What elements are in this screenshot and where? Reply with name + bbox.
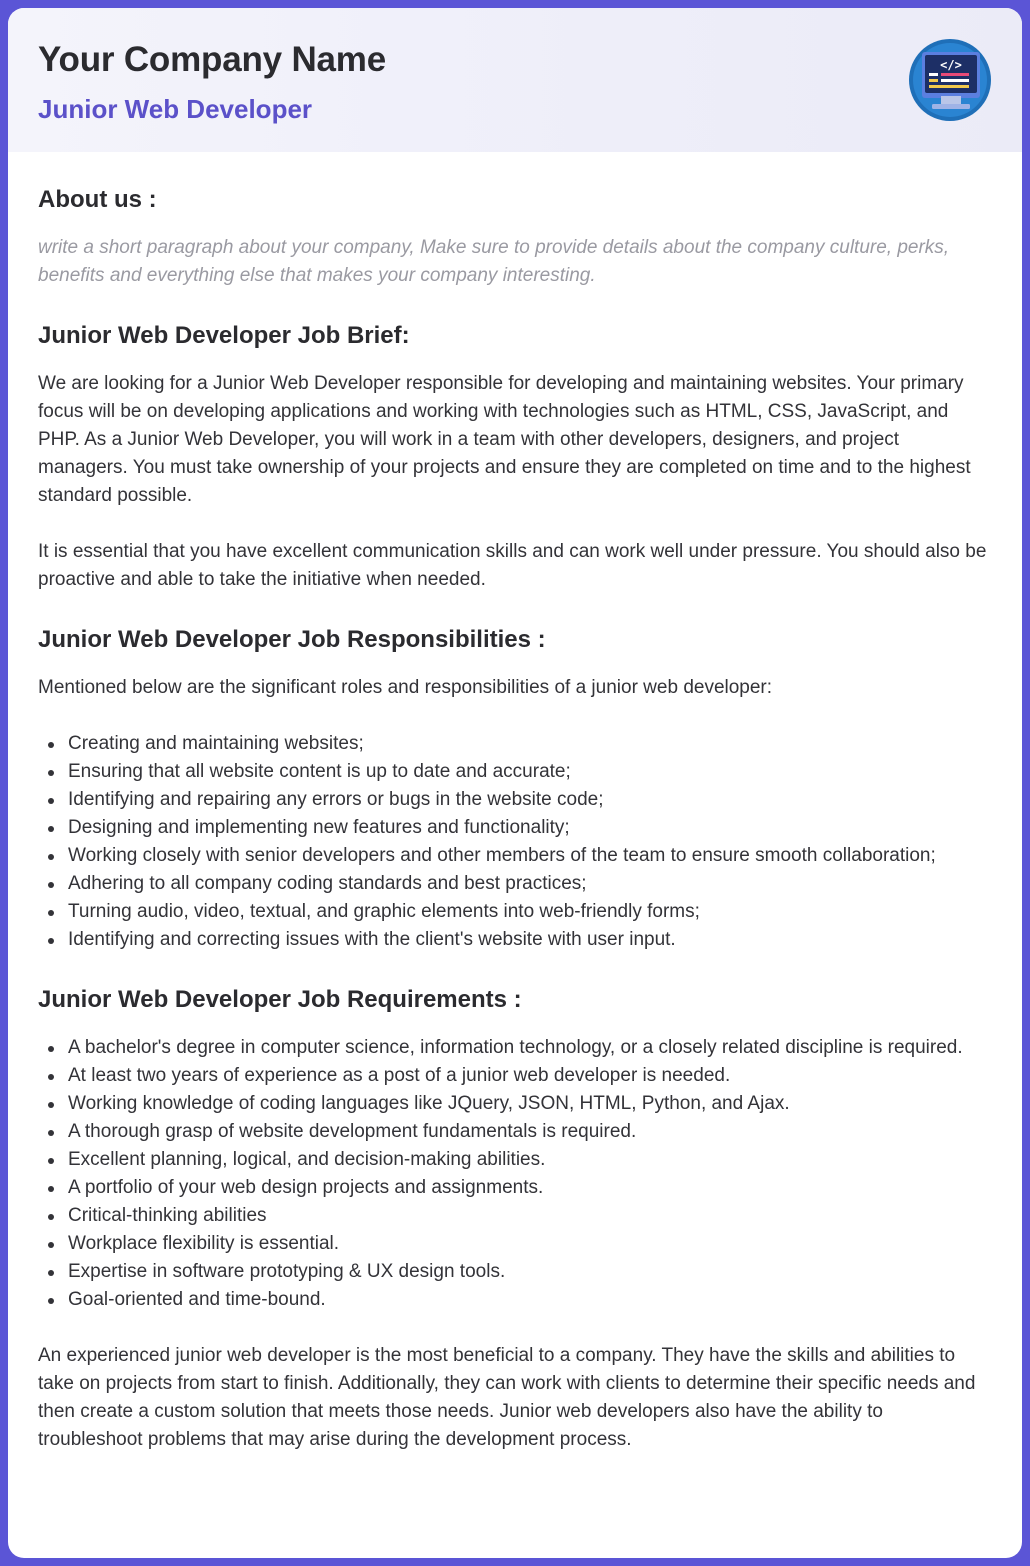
list-item: A portfolio of your web design projects and assignments. bbox=[68, 1174, 992, 1202]
closing-paragraph: An experienced junior web developer is the most beneficial to a company. They have the skills and abilities to take on projects from start to finish. Additionally, they can work with clients to determine their specific needs and then create a custom solution that meets those needs. Junior web developers also have the ability to troubleshoot problems that may arise during the development process. bbox=[38, 1345, 976, 1450]
requirements-heading: Junior Web Developer Job Requirements : bbox=[38, 986, 522, 1013]
list-item: Designing and implementing new features and functionality; bbox=[68, 814, 992, 842]
about-heading: About us : bbox=[38, 186, 157, 213]
about-placeholder: write a short paragraph about your company, Make sure to provide details about the company culture, perks, benefits and everything else that makes your company interesting. bbox=[38, 237, 950, 286]
list-item: Adhering to all company coding standards and best practices; bbox=[68, 870, 992, 898]
list-item: Goal-oriented and time-bound. bbox=[68, 1286, 992, 1314]
code-monitor-icon bbox=[908, 38, 992, 122]
list-item: Identifying and correcting issues with the client's website with user input. bbox=[68, 926, 992, 954]
job-title: Junior Web Developer bbox=[38, 94, 313, 124]
list-item: A bachelor's degree in computer science, information technology, or a closely related discipline is required. bbox=[68, 1034, 992, 1062]
responsibilities-list bbox=[38, 730, 992, 954]
responsibilities-intro: Mentioned below are the significant roles and responsibilities of a junior web developer: bbox=[38, 677, 773, 698]
content bbox=[8, 152, 1022, 1454]
requirements-list bbox=[38, 1034, 992, 1314]
list-item: Turning audio, video, textual, and graphic elements into web-friendly forms; bbox=[68, 898, 992, 926]
svg-text:</>: </> bbox=[940, 58, 962, 72]
brief-paragraph: We are looking for a Junior Web Developer responsible for developing and maintaining websites. Your primary focus will be on developing applications and working with technologies such as HTML, CSS, JavaScript, and PHP. As a Junior Web Developer, you will work in a team with other developers, designers, and project managers. You must take ownership of your projects and ensure they are completed on time and to the highest standard possible. bbox=[38, 373, 971, 506]
list-item: Excellent planning, logical, and decision-making abilities. bbox=[68, 1146, 992, 1174]
list-item: Creating and maintaining websites; bbox=[68, 730, 992, 758]
list-item: At least two years of experience as a post of a junior web developer is needed. bbox=[68, 1062, 992, 1090]
list-item: Expertise in software prototyping & UX design tools. bbox=[68, 1258, 992, 1286]
brief-heading: Junior Web Developer Job Brief: bbox=[38, 322, 410, 349]
list-item: Ensuring that all website content is up to date and accurate; bbox=[68, 758, 992, 786]
responsibilities-heading: Junior Web Developer Job Responsibilities : bbox=[38, 626, 546, 653]
list-item: A thorough grasp of website development fundamentals is required. bbox=[68, 1118, 992, 1146]
job-description-card bbox=[8, 8, 1022, 1558]
list-item: Workplace flexibility is essential. bbox=[68, 1230, 992, 1258]
list-item: Critical-thinking abilities bbox=[68, 1202, 992, 1230]
company-name: Your Company Name bbox=[38, 40, 386, 79]
list-item: Working knowledge of coding languages like JQuery, JSON, HTML, Python, and Ajax. bbox=[68, 1090, 992, 1118]
list-item: Identifying and repairing any errors or bugs in the website code; bbox=[68, 786, 992, 814]
brief-paragraph: It is essential that you have excellent communication skills and can work well under pressure. You should also be proactive and able to take the initiative when needed. bbox=[38, 541, 987, 590]
header bbox=[8, 8, 1022, 152]
list-item: Working closely with senior developers and other members of the team to ensure smooth collaboration; bbox=[68, 842, 992, 870]
